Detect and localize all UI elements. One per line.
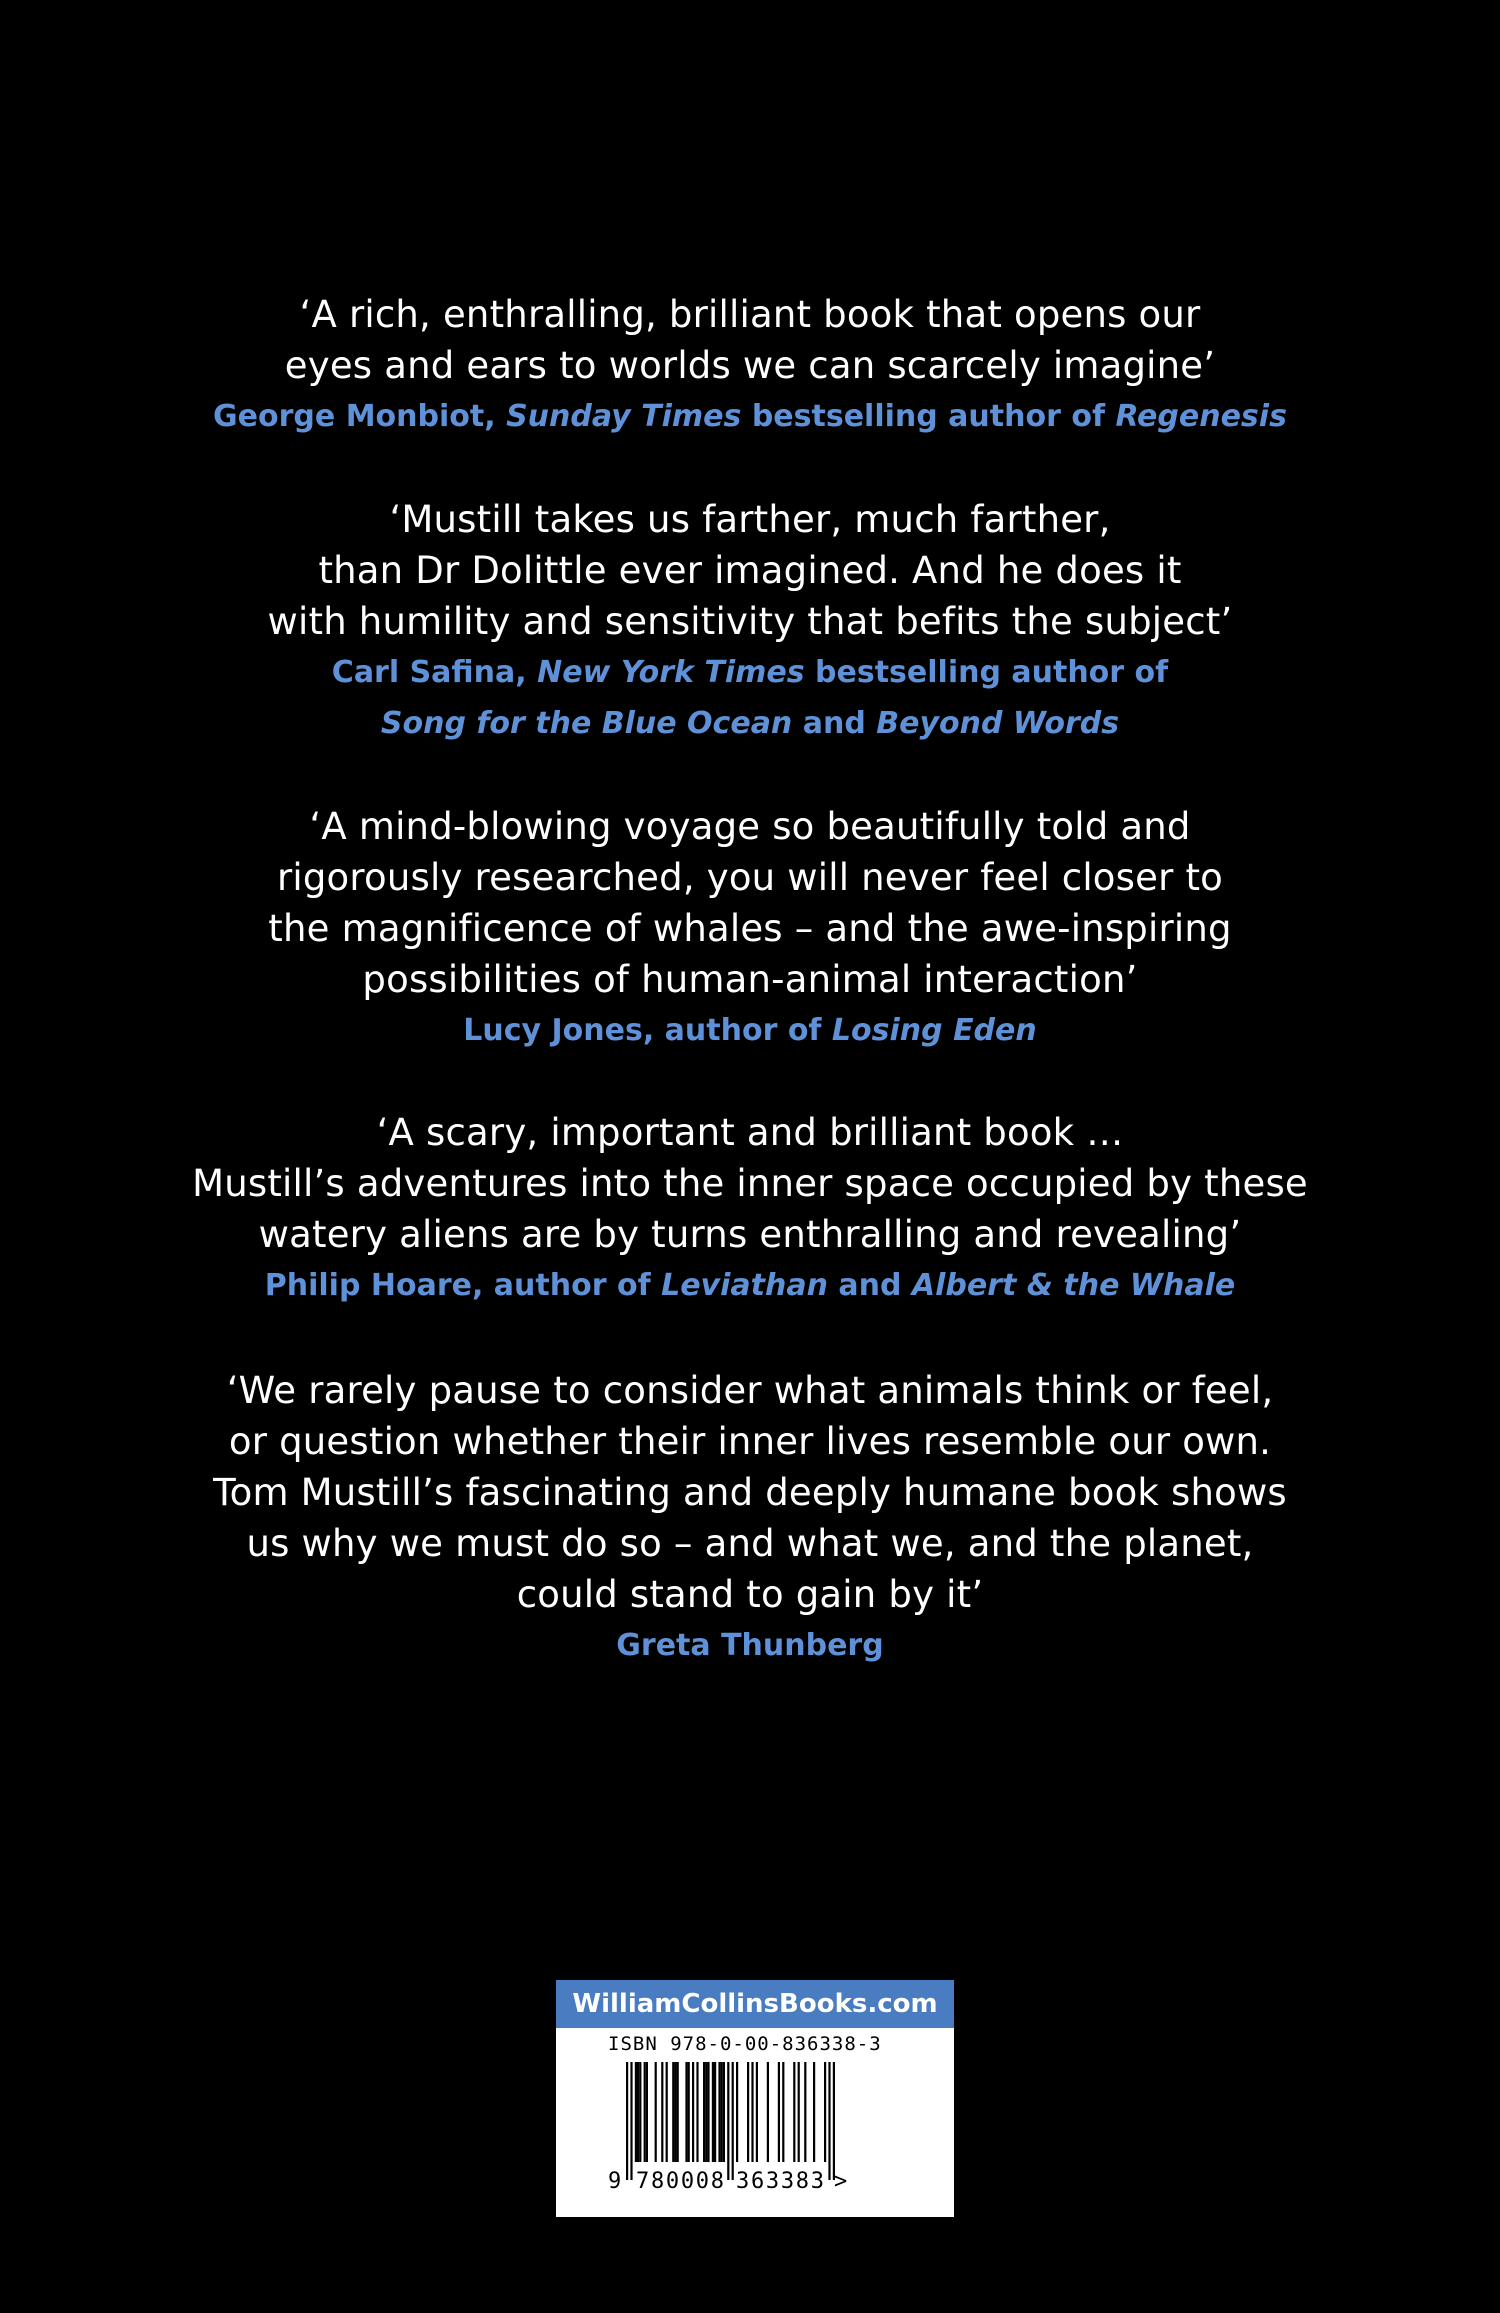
quote-attribution bbox=[0, 1260, 1500, 1311]
barcode-bar bbox=[782, 2062, 784, 2162]
barcode-bar bbox=[732, 2062, 734, 2180]
quote-attribution bbox=[0, 1620, 1500, 1671]
attribution-author: George Monbiot, bbox=[213, 399, 507, 434]
barcode-bar bbox=[661, 2062, 663, 2162]
quote-line: possibilities of human-animal interaction’ bbox=[362, 958, 1138, 1001]
barcode-bar bbox=[646, 2062, 648, 2162]
review-quote-safina bbox=[0, 494, 1500, 749]
attribution-book: Regenesis bbox=[1115, 399, 1287, 434]
quote-line: ‘A scary, important and brilliant book … bbox=[376, 1111, 1124, 1154]
barcode-bar bbox=[712, 2062, 714, 2162]
quote-line: eyes and ears to worlds we can scarcely imagine’ bbox=[284, 344, 1216, 387]
review-quote-jones bbox=[0, 801, 1500, 1056]
barcode-bar bbox=[703, 2062, 705, 2162]
quote-line: than Dr Dolittle ever imagined. And he does it bbox=[318, 549, 1182, 592]
barcode-bar bbox=[798, 2062, 800, 2162]
barcode-bar bbox=[736, 2062, 738, 2162]
barcode-bar bbox=[692, 2062, 694, 2162]
quote-line: could stand to gain by it’ bbox=[516, 1573, 984, 1616]
barcode-panel bbox=[556, 1980, 954, 2217]
quote-line: rigorously researched, you will never feel closer to bbox=[276, 856, 1224, 899]
quote-attribution bbox=[0, 391, 1500, 442]
quote-attribution-books bbox=[0, 698, 1500, 749]
barcode-bar bbox=[824, 2062, 826, 2162]
barcode-bar bbox=[630, 2062, 632, 2180]
barcode-bar bbox=[639, 2062, 641, 2162]
barcode-bar bbox=[637, 2062, 639, 2162]
attribution-author: Carl Safina, bbox=[331, 655, 538, 690]
attribution-publication: Sunday Times bbox=[506, 399, 742, 434]
quote-line: with humility and sensitivity that befits the subject’ bbox=[267, 600, 1233, 643]
quote-line: ‘Mustill takes us farther, much farther, bbox=[389, 498, 1111, 541]
review-quote-hoare bbox=[0, 1107, 1500, 1311]
barcode-bar bbox=[685, 2062, 687, 2162]
barcode-bar bbox=[804, 2062, 806, 2162]
review-quote-thunberg bbox=[0, 1365, 1500, 1671]
barcode-bar bbox=[718, 2062, 720, 2162]
barcode-bar bbox=[747, 2062, 749, 2162]
barcode-bar bbox=[813, 2062, 815, 2162]
barcode-digits-left: 780008 bbox=[636, 2169, 724, 2194]
quote-line: Mustill’s adventures into the inner space occupied by these bbox=[192, 1162, 1308, 1205]
quote-line: Tom Mustill’s fascinating and deeply humane book shows bbox=[213, 1471, 1287, 1514]
attribution-text: and bbox=[827, 1268, 912, 1303]
barcode-bar bbox=[828, 2062, 830, 2180]
barcode-bar bbox=[655, 2062, 657, 2162]
barcode-bar bbox=[688, 2062, 690, 2162]
barcode-bar bbox=[705, 2062, 707, 2162]
attribution-book: Song for the Blue Ocean bbox=[380, 706, 793, 741]
barcode-bar bbox=[723, 2062, 725, 2162]
barcode-quiet-mark: > bbox=[834, 2169, 848, 2194]
publisher-website: WilliamCollinsBooks.com bbox=[556, 1980, 954, 2028]
attribution-author: Greta Thunberg bbox=[616, 1628, 884, 1663]
barcode-bar bbox=[756, 2062, 758, 2162]
barcode-bar bbox=[672, 2062, 674, 2162]
quote-attribution bbox=[0, 1005, 1500, 1056]
quote-line: watery aliens are by turns enthralling and revealing’ bbox=[258, 1213, 1242, 1256]
barcode-bar bbox=[714, 2062, 716, 2162]
barcode-bar bbox=[778, 2062, 780, 2162]
barcode-bar bbox=[751, 2062, 753, 2162]
barcode-bar bbox=[635, 2062, 637, 2162]
quote-line: ‘A rich, enthralling, brilliant book that opens our bbox=[299, 293, 1201, 336]
attribution-author: Philip Hoare, author of bbox=[264, 1268, 662, 1303]
barcode-bar bbox=[677, 2062, 679, 2162]
quote-attribution bbox=[0, 647, 1500, 698]
barcode-bar bbox=[793, 2062, 795, 2162]
barcode-bar bbox=[707, 2062, 709, 2162]
quote-line: ‘We rarely pause to consider what animals think or feel, bbox=[226, 1369, 1274, 1412]
barcode-bar bbox=[721, 2062, 723, 2162]
barcode-graphic bbox=[576, 2060, 936, 2210]
barcode-bar bbox=[727, 2062, 729, 2180]
attribution-book: Leviathan bbox=[661, 1268, 828, 1303]
quote-line: the magnificence of whales – and the awe-inspiring bbox=[268, 907, 1232, 950]
barcode-bar bbox=[666, 2062, 668, 2162]
barcode-bar bbox=[674, 2062, 676, 2162]
barcode-bar bbox=[767, 2062, 769, 2162]
quote-line: or question whether their inner lives resemble our own. bbox=[228, 1420, 1272, 1463]
attribution-text: and bbox=[792, 706, 877, 741]
barcode-bar bbox=[644, 2062, 646, 2162]
review-quote-monbiot bbox=[0, 289, 1500, 442]
attribution-book: Losing Eden bbox=[831, 1013, 1037, 1048]
attribution-book: Albert & the Whale bbox=[911, 1268, 1236, 1303]
quote-line: ‘A mind-blowing voyage so beautifully told and bbox=[309, 805, 1191, 848]
attribution-text: bestselling author of bbox=[804, 655, 1169, 690]
barcode-digit-first: 9 bbox=[608, 2169, 622, 2194]
barcode-bar bbox=[833, 2062, 835, 2180]
attribution-author: Lucy Jones, author of bbox=[463, 1013, 832, 1048]
barcode-digits-right: 363383 bbox=[736, 2169, 824, 2194]
barcode-bar bbox=[696, 2062, 698, 2162]
quote-line: us why we must do so – and what we, and the planet, bbox=[246, 1522, 1254, 1565]
barcode-bar bbox=[626, 2062, 628, 2180]
isbn-label: ISBN 978-0-00-836338-3 bbox=[608, 2033, 882, 2055]
attribution-publication: New York Times bbox=[537, 655, 805, 690]
attribution-book: Beyond Words bbox=[876, 706, 1120, 741]
attribution-text: bestselling author of bbox=[741, 399, 1116, 434]
